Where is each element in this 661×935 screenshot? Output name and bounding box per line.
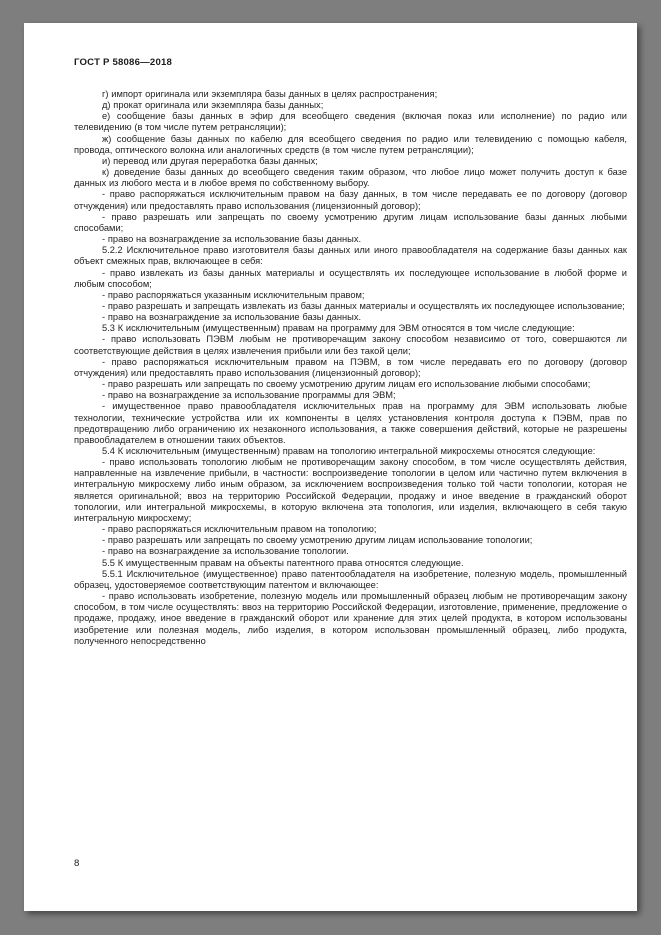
paragraph: - право использовать топологию любым не противоречащим закону способом, в том числе осуществлять действия, направленные на извлечение прибыли, в частности: воспроизведение топологии в целом или частично путем включения в интегральную микросхему либо иным образом, за исключением воспроизведения только той части топологии, которая не является оригинальной; ввоз на территорию Российской Федерации, продажу и иное введение в гражданский оборот топологии, или интегральной микросхемы, в которую включена эта топология, или изделия, включающего в себя такую интегральную микросхему;	[74, 457, 627, 523]
paragraph: - право на вознаграждение за использование базы данных.	[102, 312, 362, 323]
paragraph: - право на вознаграждение за использование программы для ЭВМ;	[102, 390, 396, 401]
document-code: ГОСТ Р 58086—2018	[74, 57, 173, 68]
paragraph: 5.5 К имущественным правам на объекты патентного права относятся следующие.	[102, 557, 464, 568]
paragraph: - право распоряжаться исключительным правом на ПЭВМ, в том числе передавать его по договору (договор отчуждения) или предоставлять право использования (лицензионный договор);	[74, 356, 627, 378]
paragraph: 5.3 К исключительным (имущественным) правам на программу для ЭВМ относятся в том числе следующие:	[102, 323, 575, 334]
paragraph: - право использовать ПЭВМ любым не противоречащим закону способом независимо от того, совершаются ли соответствующие действия в целях извлечения прибыли или без такой цели;	[74, 334, 627, 356]
paragraph: - право использовать изобретение, полезную модель или промышленный образец любым не противоречащим закону способом, в том числе осуществлять: ввоз на территорию Российской Федерации, изготовление, применение, предложение о продаже, продажу, иное введение в гражданский оборот или хранение для этих целей продукта, в котором использованы изобретение или полезная модель, либо изделия, в котором использован промышленный образец, либо продукта, полученного непосредственно	[74, 591, 627, 646]
paragraph: - право распоряжаться исключительным правом на базу данных, в том числе передавать ее по договору (договор отчуждения) или предоставлять право использования (лицензионный договор);	[74, 189, 627, 211]
paragraph: - право распоряжаться указанным исключительным правом;	[102, 289, 365, 300]
paragraph: е) сообщение базы данных в эфир для всеобщего сведения (включая показ или исполнение) по радио или телевидению (в том числе путем ретрансляции);	[74, 111, 627, 133]
paragraph: ж) сообщение базы данных по кабелю для всеобщего сведения по радио или телевидению с помощью кабеля, провода, оптического волокна или аналогичных средств (в том числе путем ретрансляции);	[74, 133, 627, 155]
paragraph: - право на вознаграждение за использование базы данных.	[102, 234, 362, 245]
document-page	[24, 23, 637, 911]
paragraph: к) доведение базы данных до всеобщего сведения таким образом, что любое лицо может получить доступ к базе данных из любого места и в любое время по собственному выбору.	[74, 167, 627, 189]
document-body	[74, 89, 627, 647]
paragraph: - право разрешать или запрещать по своему усмотрению другим лицам использование топологии;	[102, 535, 533, 546]
paragraph: д) прокат оригинала или экземпляра базы данных;	[102, 100, 324, 111]
paragraph: - право распоряжаться исключительным правом на топологию;	[102, 524, 377, 535]
paragraph: - право извлекать из базы данных материалы и осуществлять их последующее использование в любой форме и любым способом;	[74, 267, 627, 289]
paragraph: - право на вознаграждение за использование топологии.	[102, 546, 349, 557]
paragraph: 5.4 К исключительным (имущественным) правам на топологию интегральной микросхемы относятся следующие:	[102, 446, 596, 456]
paragraph: - имущественное право правообладателя исключительных прав на программу для ЭВМ использовать любые технологии, технические устройства или их компоненты в целях установления контроля доступа к ПЭВМ, прав по предотвращению либо ограничению их незаконного использования, а также совершения действий, которые не разрешены правообладателем в отношении таких объектов.	[74, 401, 627, 445]
page-number: 8	[74, 858, 80, 869]
paragraph: и) перевод или другая переработка базы данных;	[102, 155, 318, 166]
paragraph: 5.5.1 Исключительное (имущественное) право патентообладателя на изобретение, полезную модель, промышленный образец, удостоверяемое соответствующим патентом и включающее:	[74, 568, 627, 590]
paragraph: - право разрешать или запрещать по своему усмотрению другим лицам использование базы данных любыми способами;	[74, 211, 627, 233]
paragraph: - право разрешать или запрещать по своему усмотрению другим лицам его использование любыми способами;	[102, 379, 591, 390]
paragraph: г) импорт оригинала или экземпляра базы данных в целях распространения;	[102, 89, 438, 99]
paragraph: - право разрешать и запрещать извлекать из базы данных материалы и осуществлять их последующее использование;	[102, 300, 625, 311]
paragraph: 5.2.2 Исключительное право изготовителя базы данных или иного правообладателя на содержание базы данных как объект смежных прав, включающее в себя:	[74, 245, 627, 267]
